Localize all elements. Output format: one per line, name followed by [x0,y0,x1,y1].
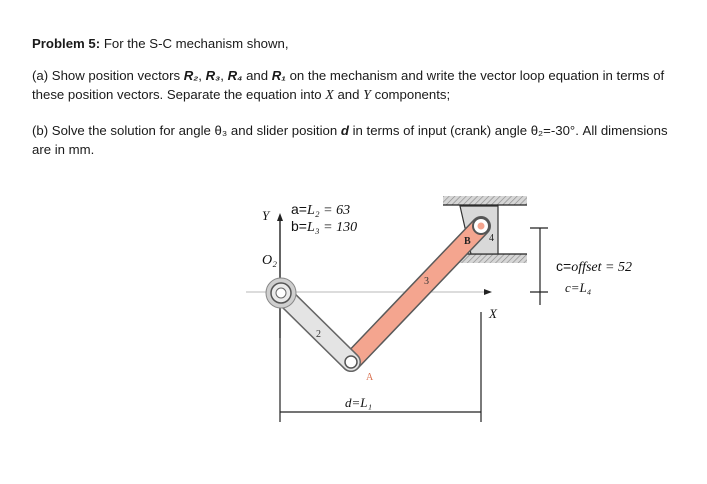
pin-b-center [478,223,485,230]
part-a-pre: (a) Show position vectors [32,68,184,83]
problem-intro: For the S-C mechanism shown, [103,36,289,51]
vector-r3: R₃ [205,68,221,83]
point-b-label: B [464,236,471,247]
link2-label: 2 [316,329,321,340]
x-component: X [325,88,334,103]
y-axis-label: Y [262,208,270,223]
c-offset-label: c=offset = 52 [556,258,632,275]
c-eq-label: c=L₄ [565,280,592,295]
vector-r4: R₄ [227,68,243,83]
x-axis-label: X [489,306,497,321]
slider-d-var: d [340,123,349,138]
part-a-and: and [242,68,272,83]
part-a-mid: on the mechanism and write the vector loop equation in terms of these position vectors. Separate the equation into [32,68,665,102]
top-guide-hatch [443,196,527,205]
o2-label: O₂ [262,253,277,268]
label-b: b=L₃ = 130 [291,218,358,235]
part-b-pre: (b) Solve the solution for angle θ₃ and slider position [32,123,341,138]
link3-label: 3 [424,276,429,287]
y-component: Y [363,88,371,103]
part-a-post: components; [370,87,451,102]
o2-pin-inner [276,288,286,298]
link3-body [351,226,481,362]
link4-label: 4 [489,233,494,244]
pin-a [345,356,357,368]
x-axis-arrow [484,289,492,295]
part-a-sep1: , [198,68,206,83]
y-axis-arrow [277,213,283,221]
d-label: d=L₁ [345,395,373,410]
part-a-and2: and [333,87,364,102]
point-a-label: A [366,372,374,383]
problem-label: Problem 5: [32,36,101,51]
part-a-sep2: , [220,68,228,83]
vector-r1: R₁ [271,68,286,83]
label-a: a=L₂ = 63 [291,201,351,218]
vector-r2: R₂ [183,68,199,83]
part-b-post: in terms of input (crank) angle θ₂=-30°. All dimensions are in mm. [32,123,668,157]
